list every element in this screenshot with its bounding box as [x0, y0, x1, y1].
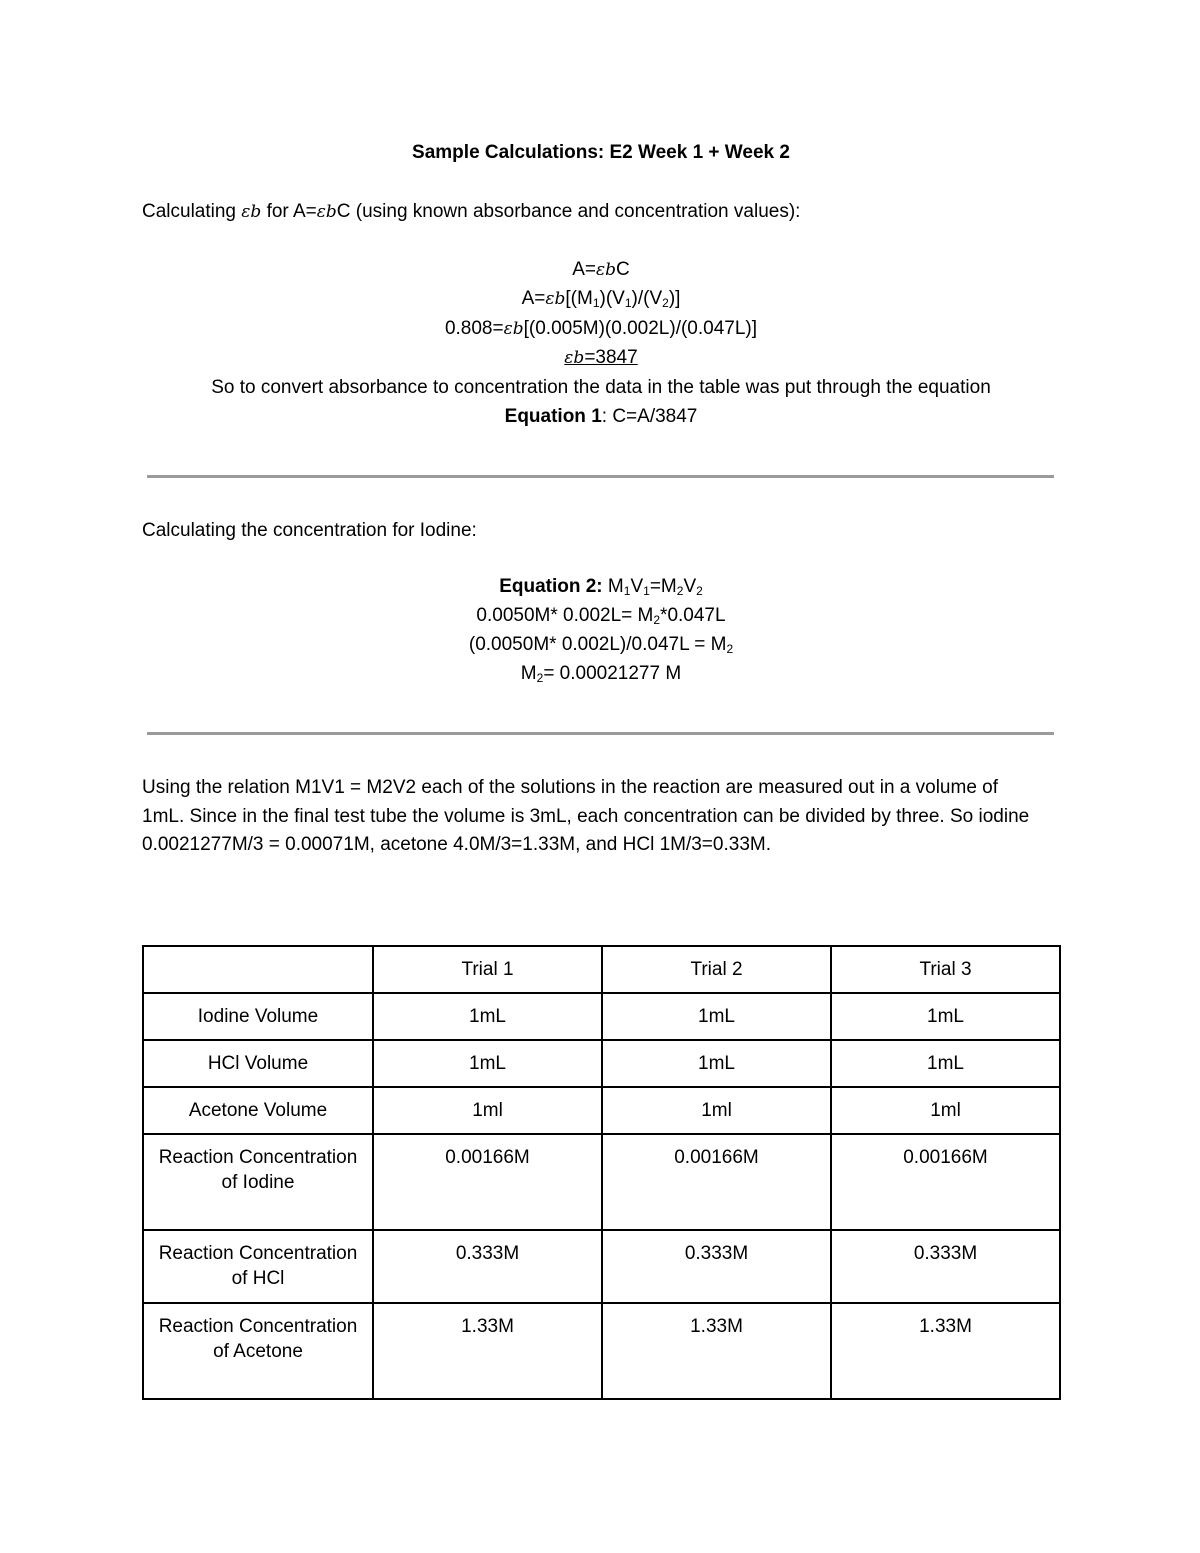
conversion-sentence: So to convert absorbance to concentration the data in the table was put through the equation	[211, 377, 991, 398]
row-label: Iodine Volume	[143, 993, 373, 1040]
equation-1-text: : C=A/3847	[601, 406, 698, 427]
table-header-cell: Trial 3	[831, 946, 1060, 993]
eq-text: = 0.00021277 M	[543, 663, 682, 684]
table-cell: 1mL	[373, 993, 602, 1040]
table-cell: 1ml	[373, 1087, 602, 1134]
page-title: Sample Calculations: E2 Week 1 + Week 2	[412, 142, 790, 163]
relation-paragraph: Using the relation M1V1 = M2V2 each of the solutions in the reaction are measured out in a volume of 1mL. Since in the final test tube the volume is 3mL, each concentration can be divided by three. So iodine 0.0021277M/3 = 0.00071M, acetone 4.0M/3=1.33M, and HCl 1M/3=0.33M.	[142, 777, 1030, 855]
table-cell: 1.33M	[373, 1303, 602, 1399]
equation-1-label: Equation 1	[504, 406, 602, 427]
iodine-line-4	[142, 660, 1060, 688]
eq-text: =3847	[584, 347, 638, 368]
table-header-cell: Trial 1	[373, 946, 602, 993]
eq-text: [(M	[565, 288, 593, 309]
table-row	[143, 1040, 1060, 1087]
table-cell: 1mL	[373, 1040, 602, 1087]
subscript: 2	[726, 642, 734, 656]
table-row	[143, 1134, 1060, 1230]
row-label: Reaction Concentration of Acetone	[143, 1303, 373, 1399]
equation-line-4	[142, 344, 1060, 372]
table-row	[143, 993, 1060, 1040]
eb-symbol: εb	[503, 319, 524, 339]
table-cell: 1mL	[831, 993, 1060, 1040]
eb-symbol: εb	[564, 348, 585, 368]
equation-2-label: Equation 2:	[499, 576, 603, 597]
table-row	[143, 1087, 1060, 1134]
table-row	[143, 1230, 1060, 1303]
eb-symbol: εb	[596, 260, 617, 280]
table-header-row	[143, 946, 1060, 993]
eq-text: 0.0050M* 0.002L= M	[476, 605, 654, 626]
eq-text: (0.0050M* 0.002L)/0.047L = M	[468, 634, 727, 655]
table-cell	[143, 946, 373, 993]
eq-text: A=	[521, 288, 546, 309]
eq-text: M	[520, 663, 537, 684]
eq-text: M	[602, 576, 624, 597]
eb-intro-line	[142, 198, 800, 226]
equation-line-3	[142, 315, 1060, 343]
eb-symbol: εb	[241, 202, 262, 222]
table-cell: 1ml	[831, 1087, 1060, 1134]
row-label: Reaction Concentration of HCl	[143, 1230, 373, 1303]
eq-text: )/(V	[631, 288, 663, 309]
eq-text: 0.808=	[444, 318, 504, 339]
eq-text: V	[630, 576, 644, 597]
iodine-intro: Calculating the concentration for Iodine:	[142, 520, 477, 541]
divider	[147, 732, 1054, 735]
table-cell: 1mL	[602, 1040, 831, 1087]
table-header-cell: Trial 2	[602, 946, 831, 993]
intro-text: for A=	[261, 201, 317, 222]
table-cell: 0.00166M	[373, 1134, 602, 1230]
subscript: 2	[696, 584, 703, 598]
subscript: 2	[676, 584, 684, 598]
eq-text: A=	[572, 259, 597, 280]
equation-1	[142, 403, 1060, 431]
row-label: Reaction Concentration of Iodine	[143, 1134, 373, 1230]
subscript: 1	[623, 584, 631, 598]
iodine-line-3	[142, 631, 1060, 659]
eq-text: *0.047L	[660, 605, 726, 626]
subscript: 1	[643, 584, 650, 598]
row-label: HCl Volume	[143, 1040, 373, 1087]
table-row	[143, 1303, 1060, 1399]
table-cell: 1.33M	[602, 1303, 831, 1399]
equation-line-1	[142, 256, 1060, 284]
table-cell: 0.333M	[831, 1230, 1060, 1303]
subscript: 1	[624, 296, 632, 310]
eq-text: )]	[668, 288, 681, 309]
eq-text: [(0.005M)(0.002L)/(0.047L)]	[523, 318, 758, 339]
table-cell: 0.00166M	[602, 1134, 831, 1230]
divider	[147, 475, 1054, 478]
trials-table	[142, 945, 1061, 1400]
table-cell: 0.00166M	[831, 1134, 1060, 1230]
eq-text: =M	[649, 576, 677, 597]
subscript: 1	[592, 296, 600, 310]
eq-text: C	[616, 259, 630, 280]
equation-line-2	[142, 285, 1060, 313]
iodine-line-2	[142, 602, 1060, 630]
subscript: 2	[653, 613, 661, 627]
intro-text: C (using known absorbance and concentration values):	[336, 201, 801, 222]
eq-text: )(V	[599, 288, 625, 309]
eq-text: V	[683, 576, 697, 597]
eb-symbol: εb	[316, 202, 337, 222]
table-cell: 0.333M	[373, 1230, 602, 1303]
intro-text: Calculating	[142, 201, 242, 222]
table-cell: 1ml	[602, 1087, 831, 1134]
subscript: 2	[536, 671, 544, 685]
row-label: Acetone Volume	[143, 1087, 373, 1134]
equation-2	[142, 573, 1060, 601]
subscript: 2	[662, 296, 669, 310]
table-cell: 1.33M	[831, 1303, 1060, 1399]
table-cell: 1mL	[602, 993, 831, 1040]
table-cell: 0.333M	[602, 1230, 831, 1303]
eb-symbol: εb	[545, 289, 566, 309]
table-cell: 1mL	[831, 1040, 1060, 1087]
